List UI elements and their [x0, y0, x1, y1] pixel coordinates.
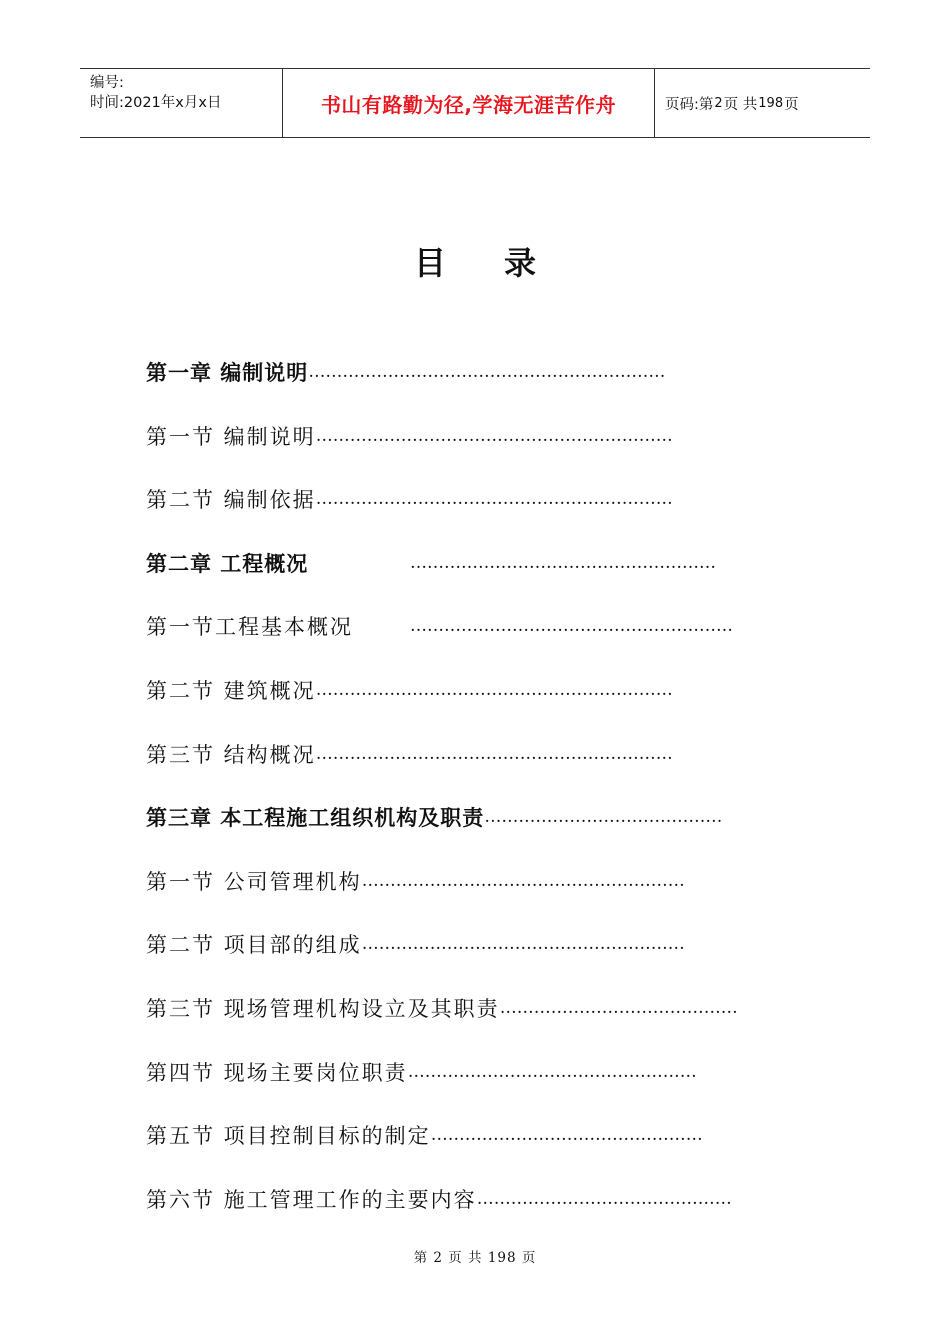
toc-entry-label: 第六节 施工管理工作的主要内容	[146, 1187, 477, 1212]
toc-entry-leader: ………………………………………………………	[315, 743, 673, 764]
toc-entry-leader: …………………………………………………	[410, 616, 733, 637]
page-total: 198	[758, 95, 784, 111]
toc-title	[0, 238, 950, 284]
toc-entry-label: 第一节 公司管理机构	[146, 869, 362, 894]
toc-entry-leader: ……………………………………………	[407, 1061, 697, 1082]
toc-entry-leader: ………………………………………………	[410, 552, 716, 573]
toc-section-entry[interactable]	[146, 734, 673, 774]
page-suffix: 页	[784, 96, 799, 113]
toc-section-entry[interactable]	[146, 479, 673, 519]
toc-entry-label: 第五节 项目控制目标的制定	[146, 1124, 431, 1149]
page-mid: 页 共	[723, 96, 758, 113]
toc-entry-label: 第三章 本工程施工组织机构及职责	[146, 806, 485, 831]
toc-entry-leader: ………………………………………………………	[308, 362, 666, 382]
toc-entry-leader: ………………………………………………………	[315, 489, 673, 510]
toc-entry-leader: ………………………………………………………	[315, 680, 673, 700]
toc-entry-leader: ……………………………………	[484, 807, 723, 828]
toc-entry-label: 第二节 编制依据	[146, 488, 316, 513]
time-label: 时间:2021年x月x日	[90, 95, 222, 111]
toc-section-entry[interactable]	[146, 1179, 732, 1219]
toc-entry-leader: …………………………………………	[430, 1125, 703, 1146]
toc-section-entry[interactable]	[146, 416, 673, 456]
toc-section-entry[interactable]	[146, 924, 685, 964]
toc-chapter-entry[interactable]	[146, 543, 716, 583]
toc-entry-label: 第二章 工程概况	[146, 551, 309, 576]
toc-title-char-2: 录	[504, 244, 537, 282]
toc-section-entry[interactable]	[146, 1115, 703, 1155]
toc-chapter-entry[interactable]	[146, 352, 665, 392]
toc-section-entry[interactable]	[146, 988, 738, 1028]
number-label: 编号:	[90, 75, 124, 91]
toc-entry-label: 第一章 编制说明	[146, 361, 309, 385]
toc-entry-leader: ………………………………………………………	[315, 425, 673, 446]
toc-entry-label: 第一节 编制说明	[146, 424, 316, 449]
toc-title-char-1: 目	[413, 244, 446, 282]
toc-entry-label: 第三节 结构概况	[146, 742, 316, 767]
toc-entry-label: 第四节 现场主要岗位职责	[146, 1060, 408, 1085]
toc-entry-leader: …………………………………………………	[361, 934, 685, 955]
toc-entry-label: 第三节 现场管理机构设立及其职责	[146, 997, 500, 1021]
toc-chapter-entry[interactable]	[146, 797, 722, 837]
toc-entry-label: 第二节 项目部的组成	[146, 933, 362, 958]
page-header	[80, 68, 870, 138]
page-current: 2	[714, 95, 723, 111]
toc-section-entry[interactable]	[146, 1052, 697, 1092]
page-prefix: 页码:第	[665, 96, 714, 113]
header-motto: 书山有路勤为径,学海无涯苦作舟	[283, 69, 655, 137]
header-page-indicator	[655, 69, 870, 137]
toc-entry-label: 第一节工程基本概况	[146, 615, 353, 640]
toc-section-entry[interactable]	[146, 670, 673, 710]
toc-entry-leader: ………………………………………	[476, 1188, 732, 1209]
toc-section-entry[interactable]	[146, 606, 733, 646]
toc-entry-leader: …………………………………………………	[361, 870, 685, 891]
toc-section-entry[interactable]	[146, 861, 685, 901]
page-footer: 第 2 页 共 198 页	[413, 1250, 537, 1266]
toc-entry-label: 第二节 建筑概况	[146, 679, 316, 703]
toc-entry-leader: ……………………………………	[499, 998, 738, 1018]
header-meta	[80, 69, 283, 137]
